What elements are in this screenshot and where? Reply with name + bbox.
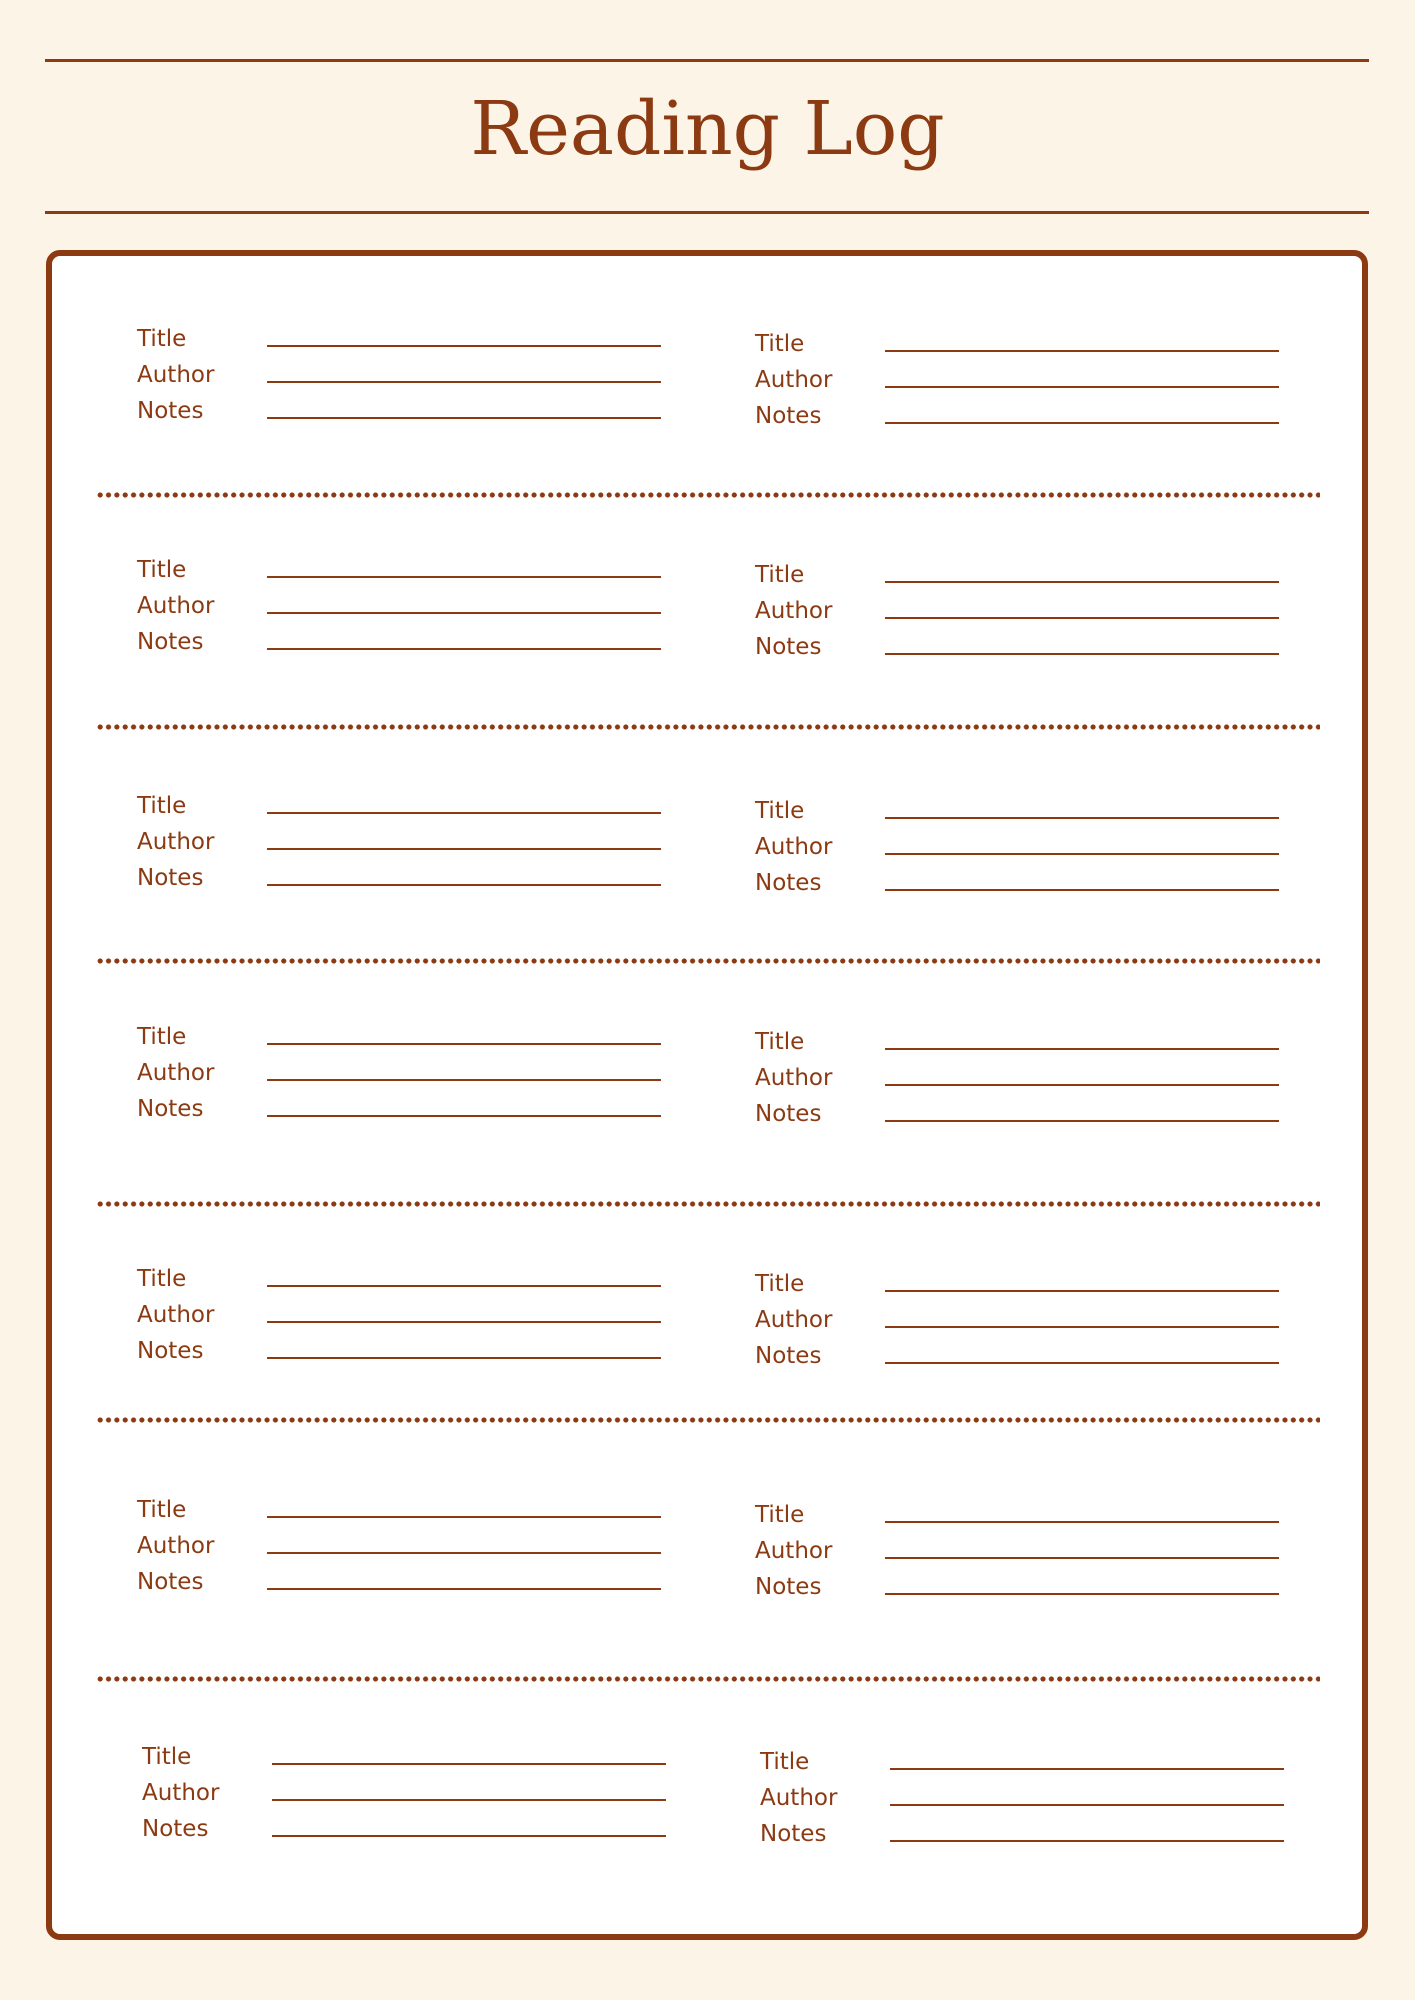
author-writing-line[interactable] [267,1552,661,1554]
title-writing-line[interactable] [890,1768,1284,1770]
author-field[interactable] [137,1301,657,1337]
page-title: Reading Log [470,86,945,172]
author-writing-line[interactable] [267,612,661,614]
notes-label: Notes [137,398,204,424]
notes-field[interactable] [760,1820,1280,1856]
dotted-separator [96,1201,1320,1207]
title-label: Title [137,1266,187,1292]
notes-writing-line[interactable] [267,1115,661,1117]
log-entry [755,1028,1275,1138]
author-writing-line[interactable] [885,1557,1279,1559]
log-entry [755,1270,1275,1380]
notes-field[interactable] [755,1573,1275,1609]
title-label: Title [755,1029,805,1055]
author-label: Author [755,834,833,860]
notes-writing-line[interactable] [267,884,661,886]
dotted-separator [96,1676,1320,1682]
notes-writing-line[interactable] [885,1120,1279,1122]
title-label: Title [137,1024,187,1050]
notes-label: Notes [137,865,204,891]
title-field[interactable] [755,330,1275,366]
title-label: Title [137,326,187,352]
title-label: Title [755,562,805,588]
author-label: Author [137,1533,215,1559]
author-writing-line[interactable] [267,1321,661,1323]
notes-writing-line[interactable] [885,653,1279,655]
title-field[interactable] [137,556,657,592]
title-writing-line[interactable] [267,1285,661,1287]
title-writing-line[interactable] [885,350,1279,352]
author-label: Author [142,1780,220,1806]
author-field[interactable] [137,828,657,864]
notes-field[interactable] [137,1568,657,1604]
notes-field[interactable] [137,1337,657,1373]
notes-field[interactable] [755,1100,1275,1136]
author-field[interactable] [137,592,657,628]
log-entry [755,1501,1275,1611]
log-entry [755,797,1275,907]
title-field[interactable] [755,1270,1275,1306]
notes-writing-line[interactable] [272,1835,666,1837]
notes-writing-line[interactable] [885,1593,1279,1595]
author-label: Author [137,829,215,855]
notes-field[interactable] [755,1342,1275,1378]
title-field[interactable] [137,1265,657,1301]
title-field[interactable] [755,797,1275,833]
title-label: Title [755,1271,805,1297]
author-label: Author [760,1785,838,1811]
title-label: Title [137,793,187,819]
notes-label: Notes [755,870,822,896]
notes-label: Notes [755,1343,822,1369]
author-writing-line[interactable] [885,386,1279,388]
notes-field[interactable] [755,402,1275,438]
log-entry [137,792,657,902]
title-writing-line[interactable] [267,1516,661,1518]
notes-writing-line[interactable] [267,1588,661,1590]
author-writing-line[interactable] [885,1326,1279,1328]
title-label: Title [755,1502,805,1528]
author-field[interactable] [755,1306,1275,1342]
notes-writing-line[interactable] [890,1840,1284,1842]
title-writing-line[interactable] [267,345,661,347]
author-field[interactable] [137,1059,657,1095]
notes-label: Notes [755,1574,822,1600]
notes-label: Notes [137,1096,204,1122]
notes-label: Notes [137,629,204,655]
author-field[interactable] [760,1784,1280,1820]
title-writing-line[interactable] [885,581,1279,583]
author-field[interactable] [755,366,1275,402]
author-label: Author [755,1538,833,1564]
title-field[interactable] [142,1743,662,1779]
author-writing-line[interactable] [272,1799,666,1801]
notes-writing-line[interactable] [267,648,661,650]
title-field[interactable] [755,1028,1275,1064]
log-entry [137,325,657,435]
top-rule [45,59,1369,62]
log-entry [137,556,657,666]
dotted-separator [96,1417,1320,1423]
title-writing-line[interactable] [885,817,1279,819]
dotted-separator [96,492,1320,498]
title-writing-line[interactable] [267,812,661,814]
notes-label: Notes [755,403,822,429]
author-field[interactable] [137,361,657,397]
title-field[interactable] [755,1501,1275,1537]
bottom-rule [45,211,1369,214]
notes-writing-line[interactable] [885,422,1279,424]
title-writing-line[interactable] [267,576,661,578]
author-writing-line[interactable] [890,1804,1284,1806]
author-field[interactable] [755,597,1275,633]
notes-label: Notes [760,1821,827,1847]
title-field[interactable] [137,1496,657,1532]
notes-field[interactable] [755,869,1275,905]
log-entry [137,1023,657,1133]
title-field[interactable] [137,1023,657,1059]
title-label: Title [137,1497,187,1523]
log-entry [755,330,1275,440]
author-field[interactable] [137,1532,657,1568]
title-label: Title [760,1749,810,1775]
notes-writing-line[interactable] [885,1362,1279,1364]
title-writing-line[interactable] [267,1043,661,1045]
title-label: Title [755,331,805,357]
notes-field[interactable] [137,397,657,433]
notes-writing-line[interactable] [267,417,661,419]
author-writing-line[interactable] [885,853,1279,855]
author-field[interactable] [142,1779,662,1815]
author-writing-line[interactable] [267,381,661,383]
title-field[interactable] [760,1748,1280,1784]
author-writing-line[interactable] [267,1079,661,1081]
title-field[interactable] [137,325,657,361]
notes-label: Notes [142,1816,209,1842]
log-entry [755,561,1275,671]
notes-label: Notes [137,1569,204,1595]
author-field[interactable] [755,1537,1275,1573]
notes-field[interactable] [142,1815,662,1851]
notes-writing-line[interactable] [885,889,1279,891]
title-writing-line[interactable] [885,1290,1279,1292]
log-entry [760,1748,1280,1858]
title-label: Title [137,557,187,583]
author-writing-line[interactable] [885,1084,1279,1086]
author-label: Author [755,1307,833,1333]
notes-label: Notes [137,1338,204,1364]
title-writing-line[interactable] [885,1048,1279,1050]
author-label: Author [755,367,833,393]
title-field[interactable] [137,792,657,828]
dotted-separator [96,958,1320,964]
notes-label: Notes [755,1101,822,1127]
title-field[interactable] [755,561,1275,597]
dotted-separator [96,724,1320,730]
author-field[interactable] [755,833,1275,869]
author-label: Author [137,1060,215,1086]
notes-field[interactable] [137,864,657,900]
author-writing-line[interactable] [267,848,661,850]
author-label: Author [137,362,215,388]
title-label: Title [142,1744,192,1770]
title-writing-line[interactable] [272,1763,666,1765]
author-writing-line[interactable] [885,617,1279,619]
title-writing-line[interactable] [885,1521,1279,1523]
author-label: Author [137,593,215,619]
log-entry [142,1743,662,1853]
author-label: Author [137,1302,215,1328]
author-field[interactable] [755,1064,1275,1100]
title-label: Title [755,798,805,824]
notes-field[interactable] [755,633,1275,669]
log-entry [137,1496,657,1606]
log-entry [137,1265,657,1375]
notes-field[interactable] [137,1095,657,1131]
notes-field[interactable] [137,628,657,664]
notes-label: Notes [755,634,822,660]
notes-writing-line[interactable] [267,1357,661,1359]
author-label: Author [755,598,833,624]
author-label: Author [755,1065,833,1091]
